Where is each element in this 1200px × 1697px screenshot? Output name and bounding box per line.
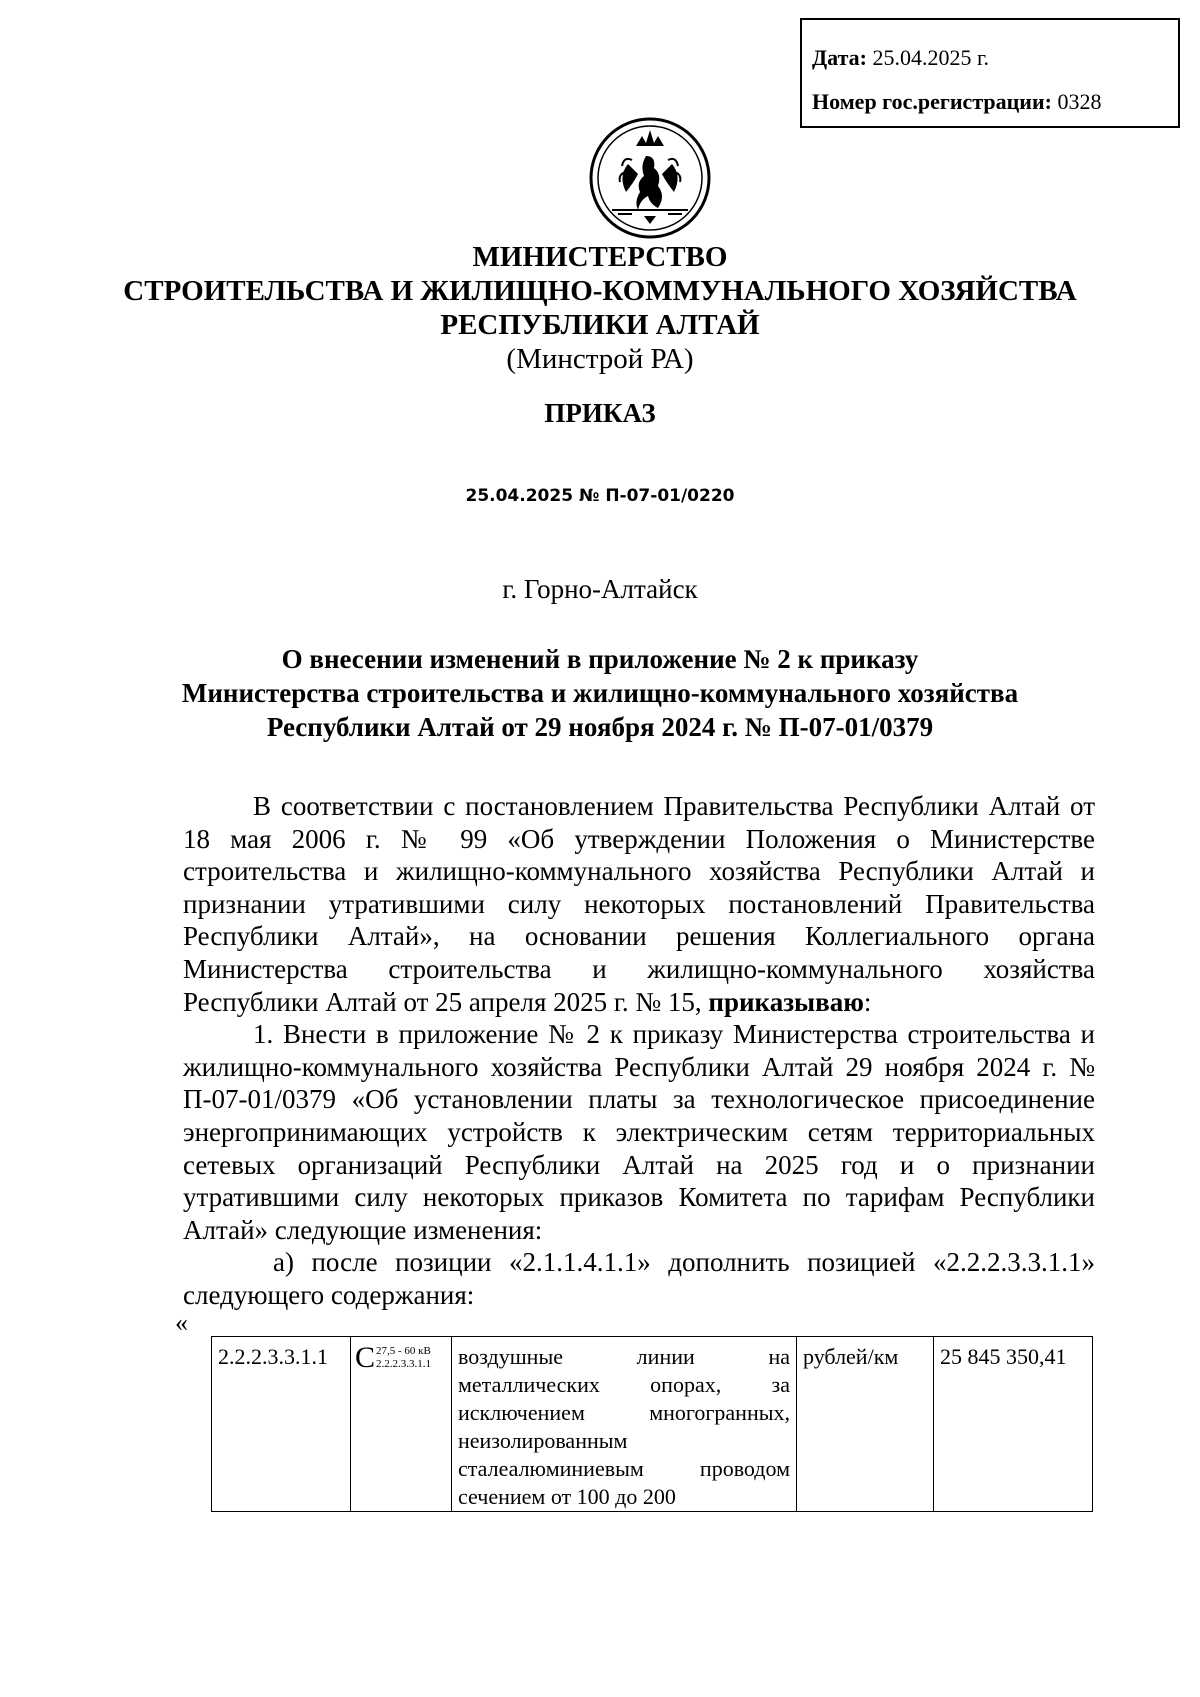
subject-line2: Министерства строительства и жилищно-коммунального хозяйства <box>181 678 1019 708</box>
amendment-table <box>211 1336 1093 1512</box>
document-city: г. Горно-Алтайск <box>502 574 698 604</box>
document-body <box>183 790 1095 1312</box>
preamble-text: В соответствии с постановлением Правительства Республики Алтай от 18 мая 2006 г. № 99 «Об утверждении Положения о Министерстве строительства и жилищно-коммунального хозяйства Республики Алтай и признании утратившими силу некоторых постановлений Правительства Республики Алтай», на основании решения Коллегиального органа Министерства строительства и жилищно-коммунального хозяйства Республики Алтай от 25 апреля 2025 г. № 15, <box>183 791 1095 1017</box>
document-subject <box>0 642 1200 744</box>
registration-stamp <box>800 18 1180 128</box>
document-number: 25.04.2025 № П-07-01/0220 <box>465 486 735 506</box>
quote-open-mark: « <box>175 1308 188 1337</box>
rate-symbol-indices <box>376 1343 431 1371</box>
registration-number-row <box>812 80 1178 124</box>
registration-date-value: 25.04.2025 г. <box>872 45 990 70</box>
ministry-abbreviation: (Минстрой РА) <box>506 343 694 375</box>
order-colon: : <box>863 986 872 1017</box>
rate-symbol <box>355 1343 449 1373</box>
registration-date-row <box>812 36 1178 80</box>
table-row <box>212 1337 1093 1512</box>
subject-line3: Республики Алтай от 29 ноября 2024 г. № П-07-01/0379 <box>266 712 934 742</box>
position-code-cell: 2.2.2.3.3.1.1 <box>212 1337 351 1512</box>
rate-symbol-cell <box>351 1337 452 1512</box>
registration-date-label: Дата: <box>812 45 867 70</box>
rate-symbol-letter: C <box>355 1341 376 1374</box>
subject-line1: О внесении изменений в приложение № 2 к приказу <box>281 644 919 674</box>
ministry-name-line2: СТРОИТЕЛЬСТВА И ЖИЛИЩНО-КОММУНАЛЬНОГО ХОЗЯЙСТВА <box>123 275 1077 307</box>
description-cell: воздушные линии на металлических опорах, за исключением многогранных, неизолированным сталеалюминиевым проводом сечением от 100 до 200 <box>452 1337 797 1512</box>
ministry-name-line1: МИНИСТЕРСТВО <box>472 241 728 273</box>
item-1-paragraph: 1. Внести в приложение № 2 к приказу Министерства строительства и жилищно-коммунального хозяйства Республики Алтай 29 ноября 2024 г. № П-07-01/0379 «Об установлении платы за технологическое присоединение энергопринимающих устройств к электрическим сетям территориальных сетевых организаций Республики Алтай на 2025 год и о признании утратившими силу некоторых приказов Комитета по тарифам Республики Алтай» следующие изменения: <box>183 1019 1095 1245</box>
item-a-paragraph: а) после позиции «2.1.1.4.1.1» дополнить позицией «2.2.2.3.3.1.1» следующего содержания: <box>183 1247 1095 1310</box>
registration-number-value: 0328 <box>1057 89 1102 114</box>
ministry-name-line3: РЕСПУБЛИКИ АЛТАЙ <box>440 309 760 341</box>
order-word: приказываю <box>708 986 864 1017</box>
ministry-header <box>0 240 1200 376</box>
preamble-paragraph <box>183 790 1095 1018</box>
coat-of-arms-emblem <box>588 116 712 240</box>
registration-number-label: Номер гос.регистрации: <box>812 89 1052 114</box>
document-type-title: ПРИКАЗ <box>544 398 656 428</box>
unit-cell: рублей/км <box>797 1337 934 1512</box>
rate-symbol-subscript: 2.2.2.3.3.1.1 <box>376 1358 432 1370</box>
value-cell: 25 845 350,41 <box>934 1337 1093 1512</box>
rate-symbol-superscript: 27,5 - 60 кВ <box>376 1345 431 1357</box>
